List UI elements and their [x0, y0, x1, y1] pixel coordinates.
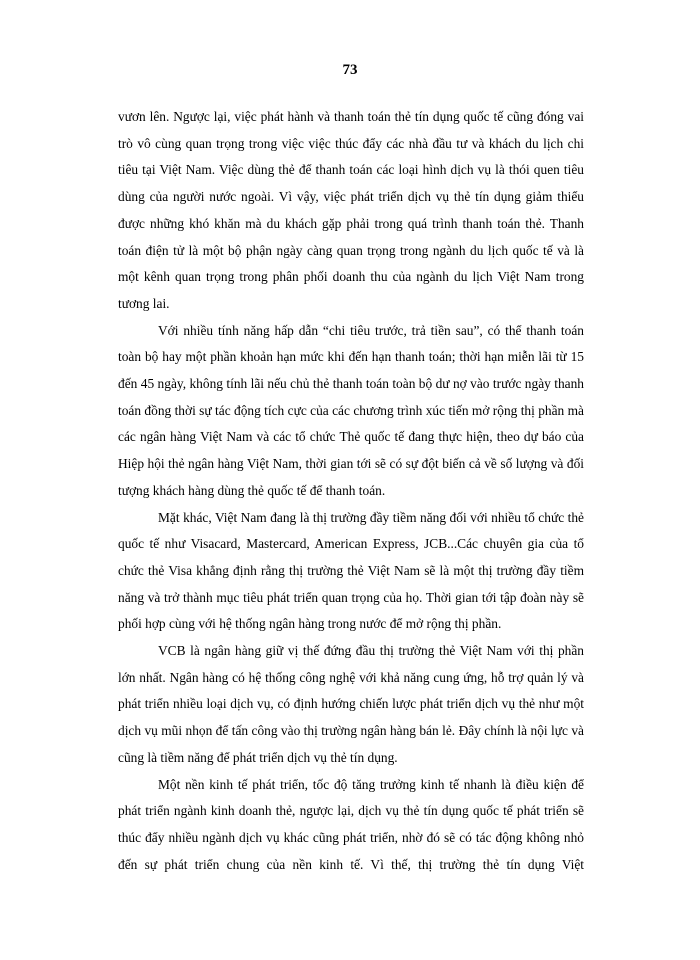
paragraph-card-features: Với nhiều tính năng hấp dẫn “chi tiêu trước, trả tiền sau”, có thể thanh toán toàn bộ hay một phần khoản hạn mức khi đến hạn thanh toán; thời hạn miễn lãi từ 15 đến 45 ngày, không tính lãi nếu chủ thẻ thanh toán toàn bộ dư nợ vào trước ngày thanh toán đồng thời sự tác động tích cực của các chương trình xúc tiến mở rộng thị phần mà các ngân hàng Việt Nam và các tổ chức Thẻ quốc tế đang thực hiện, theo dự báo của Hiệp hội thẻ ngân hàng Việt Nam, thời gian tới sẽ có sự đột biến cả về số lượng và đối tượng khách hàng dùng thẻ quốc tế để thanh toán. — [118, 322, 584, 498]
paragraph-international-organizations: Mặt khác, Việt Nam đang là thị trường đầy tiềm năng đối với nhiều tổ chức thẻ quốc tế như Visacard, Mastercard, American Express, JCB...Các chuyên gia của tổ chức thẻ Visa khẳng định rằng thị trường thẻ Việt Nam sẽ là một thị trường đầy tiềm năng và trở thành mục tiêu phát triển quan trọng của họ. Thời gian tới tập đoàn này sẽ phối hợp cùng với hệ thống ngân hàng trong nước để mở rộng thị phần. — [118, 509, 584, 632]
paragraph-vcb-position: VCB là ngân hàng giữ vị thế đứng đầu thị trường thẻ Việt Nam với thị phần lớn nhất. Ngân hàng có hệ thống công nghệ với khả năng cung ứng, hỗ trợ quản lý và phát triển nhiều loại dịch vụ, có định hướng chiến lược phát triển dịch vụ thẻ như một dịch vụ mũi nhọn để tấn công vào thị trường ngân hàng bán lẻ. Đây chính là nội lực và cũng là tiềm năng để phát triển dịch vụ thẻ tín dụng. — [118, 643, 584, 765]
paragraph-continuation: vươn lên. Ngược lại, việc phát hành và thanh toán thẻ tín dụng quốc tế cũng đóng vai trò vô cùng quan trọng trong việc việc thúc đẩy các nhà đầu tư và khách du lịch chi tiêu tại Việt Nam. Việc dùng thẻ để thanh toán các loại hình dịch vụ là thói quen tiêu dùng của người nước ngoài. Vì vậy, việc phát triển dịch vụ thẻ tín dụng giảm thiểu được những khó khăn mà du khách gặp phải trong quá trình thanh toán thẻ. Thanh toán điện tử là một bộ phận ngày càng quan trọng trong ngành du lịch quốc tế và là một kênh quan trọng trong phân phối doanh thu của ngành du lịch Việt Nam trong tương lai. — [118, 109, 584, 311]
paragraph-economic-development: Một nền kinh tế phát triển, tốc độ tăng trưởng kinh tế nhanh là điều kiện để phát triển ngành kinh doanh thẻ, ngược lại, dịch vụ thẻ tín dụng quốc tế phát triển sẽ thúc đẩy nhiều ngành dịch vụ khác cũng phát triển, nhờ đó sẽ có tác động không nhỏ đến sự phát triển chung của nền kinh tế. Vì thế, thị trường thẻ tín dụng Việt — [118, 776, 584, 872]
body-text — [118, 104, 584, 878]
page-number: 73 — [342, 62, 358, 78]
